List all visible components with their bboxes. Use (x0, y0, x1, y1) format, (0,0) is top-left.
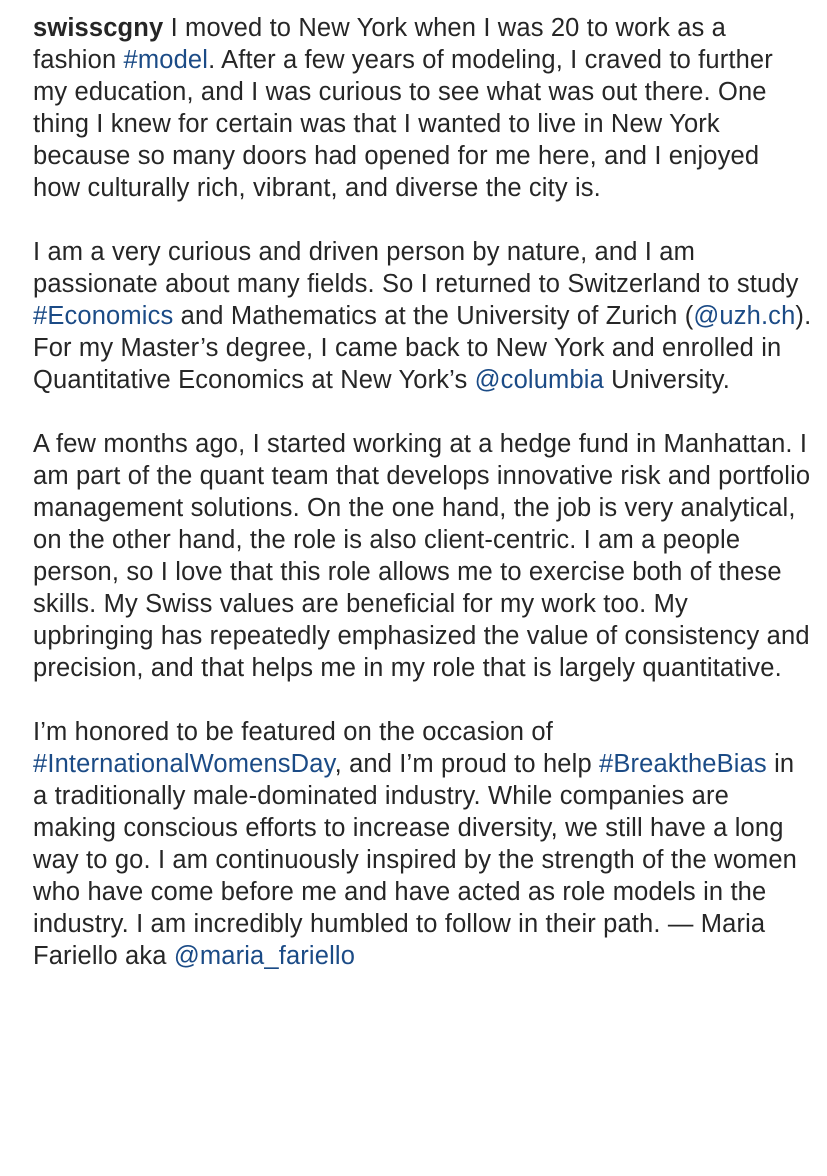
caption-text: , and I’m proud to help (334, 750, 600, 778)
caption-text: A few months ago, I started working at a hedge fund in Manhattan. I am part of the quant team that develops innovative risk and portfolio management solutions. On the one hand, the job is very analytical, on the other hand, the role is also client-centric. I am a people person, so I love that this role allows me to exercise both of these skills. My Swiss values are beneficial for my work too. My upbringing has repeatedly emphasized the value of consistency and precision, and that helps me in my role that is largely quantitative. (33, 430, 811, 682)
caption-text: and Mathematics at the University of Zurich ( (173, 302, 694, 330)
caption-text: in a traditionally male-dominated industry. While companies are making conscious efforts to increase diversity, we still have a long way to go. I am continuously inspired by the strength of the women who have come before me and have acted as role models in the industry. I am incredibly humbled to follow in their path. — Maria Fariello aka (33, 750, 797, 970)
caption-paragraph (33, 12, 813, 204)
caption-paragraph (33, 236, 813, 396)
caption-text: . After a few years of modeling, I craved to further my education, and I was curious to see what was out there. One thing I knew for certain was that I wanted to live in New York because so many doors had opened for me here, and I enjoyed how culturally rich, vibrant, and diverse the city is. (33, 46, 773, 202)
hashtag-link[interactable]: #InternationalWomensDay (33, 750, 335, 778)
hashtag-link[interactable]: #Economics (33, 302, 174, 330)
caption-text: University. (603, 366, 730, 394)
caption-paragraph (33, 716, 813, 972)
mention-link[interactable]: @maria_fariello (173, 942, 356, 970)
caption-text: ). For my Master’s degree, I came back to New York and enrolled in Quantitative Economics at New York’s (33, 302, 812, 394)
hashtag-link[interactable]: #model (123, 46, 209, 74)
caption-text: I moved to New York when I was 20 to work as a fashion (33, 14, 727, 74)
username-link[interactable]: swisscgny (33, 14, 164, 42)
caption-text: I am a very curious and driven person by nature, and I am passionate about many fields. So I returned to Switzerland to study (33, 238, 799, 298)
post-caption (33, 12, 813, 972)
hashtag-link[interactable]: #BreaktheBias (599, 750, 767, 778)
caption-text: I’m honored to be featured on the occasion of (33, 718, 553, 746)
mention-link[interactable]: @uzh.ch (693, 302, 796, 330)
caption-paragraph (33, 428, 813, 684)
mention-link[interactable]: @columbia (474, 366, 604, 394)
